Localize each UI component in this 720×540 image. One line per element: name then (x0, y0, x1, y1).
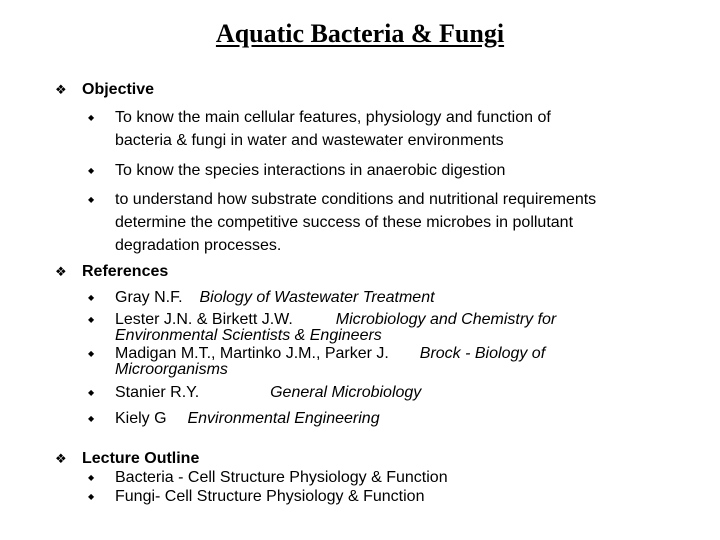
hollow-diamond-icon: ❖ (55, 452, 67, 467)
reference-author: Gray N.F. (115, 289, 183, 306)
reference-title: Environmental Engineering (187, 410, 380, 427)
page-title: Aquatic Bacteria & Fungi (215, 19, 505, 48)
diamond-bullet-icon: ◆ (88, 293, 95, 302)
section-heading-label: References (82, 263, 169, 280)
reference-title: General Microbiology (270, 384, 422, 401)
item-text: bacteria & fungi in water and wastewater environments (115, 132, 504, 149)
reference-author: Madigan M.T., Martinko J.M., Parker J. (115, 345, 389, 362)
section-heading-label: Lecture Outline (82, 450, 200, 467)
item-text: Bacteria - Cell Structure Physiology & Function (115, 469, 448, 486)
item-text: to understand how substrate conditions and nutritional requirements (115, 191, 597, 208)
reference-author: Stanier R.Y. (115, 384, 200, 401)
diamond-bullet-icon: ◆ (88, 473, 95, 482)
diamond-bullet-icon: ◆ (88, 315, 95, 324)
item-text: Fungi- Cell Structure Physiology & Function (115, 488, 425, 505)
diamond-bullet-icon: ◆ (88, 349, 95, 358)
reference-title: Microbiology and Chemistry for (335, 311, 557, 328)
diamond-bullet-icon: ◆ (88, 414, 95, 423)
diamond-bullet-icon: ◆ (88, 113, 95, 122)
section-heading-label: Objective (82, 81, 155, 98)
reference-title: Biology of Wastewater Treatment (199, 289, 435, 306)
diamond-bullet-icon: ◆ (88, 166, 95, 175)
reference-author: Lester J.N. & Birkett J.W. (115, 311, 293, 328)
reference-title: Brock - Biology of (419, 345, 546, 362)
reference-title-continued: Environmental Scientists & Engineers (115, 327, 382, 344)
item-text: To know the species interactions in anaerobic digestion (115, 162, 506, 179)
item-text: determine the competitive success of these microbes in pollutant (115, 214, 574, 231)
diamond-bullet-icon: ◆ (88, 195, 95, 204)
diamond-bullet-icon: ◆ (88, 388, 95, 397)
item-text: degradation processes. (115, 237, 282, 254)
diamond-bullet-icon: ◆ (88, 492, 95, 501)
reference-author: Kiely G (115, 410, 167, 427)
hollow-diamond-icon: ❖ (55, 83, 67, 98)
item-text: To know the main cellular features, physiology and function of (115, 109, 551, 126)
reference-title-continued: Microorganisms (115, 361, 228, 378)
hollow-diamond-icon: ❖ (55, 265, 67, 280)
